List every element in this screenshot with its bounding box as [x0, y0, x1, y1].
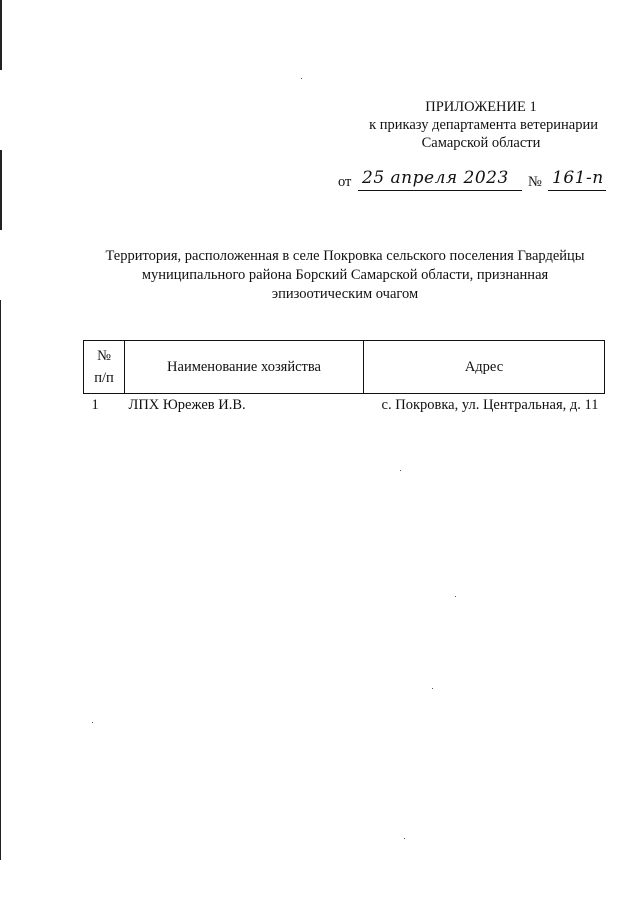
column-header-number: [84, 341, 125, 394]
row-address-cell: с. Покровка, ул. Центральная, д. 11: [381, 397, 599, 413]
scan-speck: [455, 596, 456, 597]
appendix-region: Самарской области: [421, 135, 541, 151]
document-heading: [80, 247, 610, 304]
row-number-cell: 1: [91, 397, 99, 413]
table-row: [84, 394, 605, 415]
order-number-label: №: [528, 174, 542, 190]
scan-edge-mark-bottom: [0, 300, 1, 860]
heading-line-2: муниципального района Борский Самарской области, признанная: [141, 267, 549, 283]
column-header-address: Адрес: [364, 341, 605, 394]
column-header-number-sign: №: [97, 348, 111, 364]
table-header-row: [84, 341, 605, 394]
scan-speck: [301, 78, 302, 79]
scan-speck: [400, 470, 401, 471]
scan-speck: [432, 688, 433, 689]
scan-edge-mark-top: [0, 0, 2, 70]
heading-line-1: Территория, расположенная в селе Покровка сельского поселения Гвардейцы: [105, 248, 585, 264]
farms-table: [83, 340, 605, 414]
row-farm-name-cell: ЛПХ Юрежев И.В.: [128, 397, 246, 413]
appendix-order-reference: к приказу департамента ветеринарии: [369, 117, 598, 133]
column-header-farm-name: Наименование хозяйства: [125, 341, 364, 394]
scan-edge-mark-middle: [0, 150, 2, 230]
order-number-underline: [548, 190, 606, 191]
column-header-number-pp: п/п: [94, 370, 114, 386]
heading-line-3: эпизоотическим очагом: [271, 286, 419, 302]
order-from-label: от: [338, 174, 352, 190]
order-date-underline: [358, 190, 522, 191]
order-number-handwritten: 161-п: [552, 168, 604, 188]
appendix-block: [300, 98, 600, 152]
order-date-number-line: [338, 170, 608, 194]
appendix-title: ПРИЛОЖЕНИЕ 1: [425, 99, 537, 115]
scan-speck: [404, 838, 405, 839]
scan-speck: [92, 722, 93, 723]
order-date-handwritten: 25 апреля 2023: [362, 168, 509, 188]
